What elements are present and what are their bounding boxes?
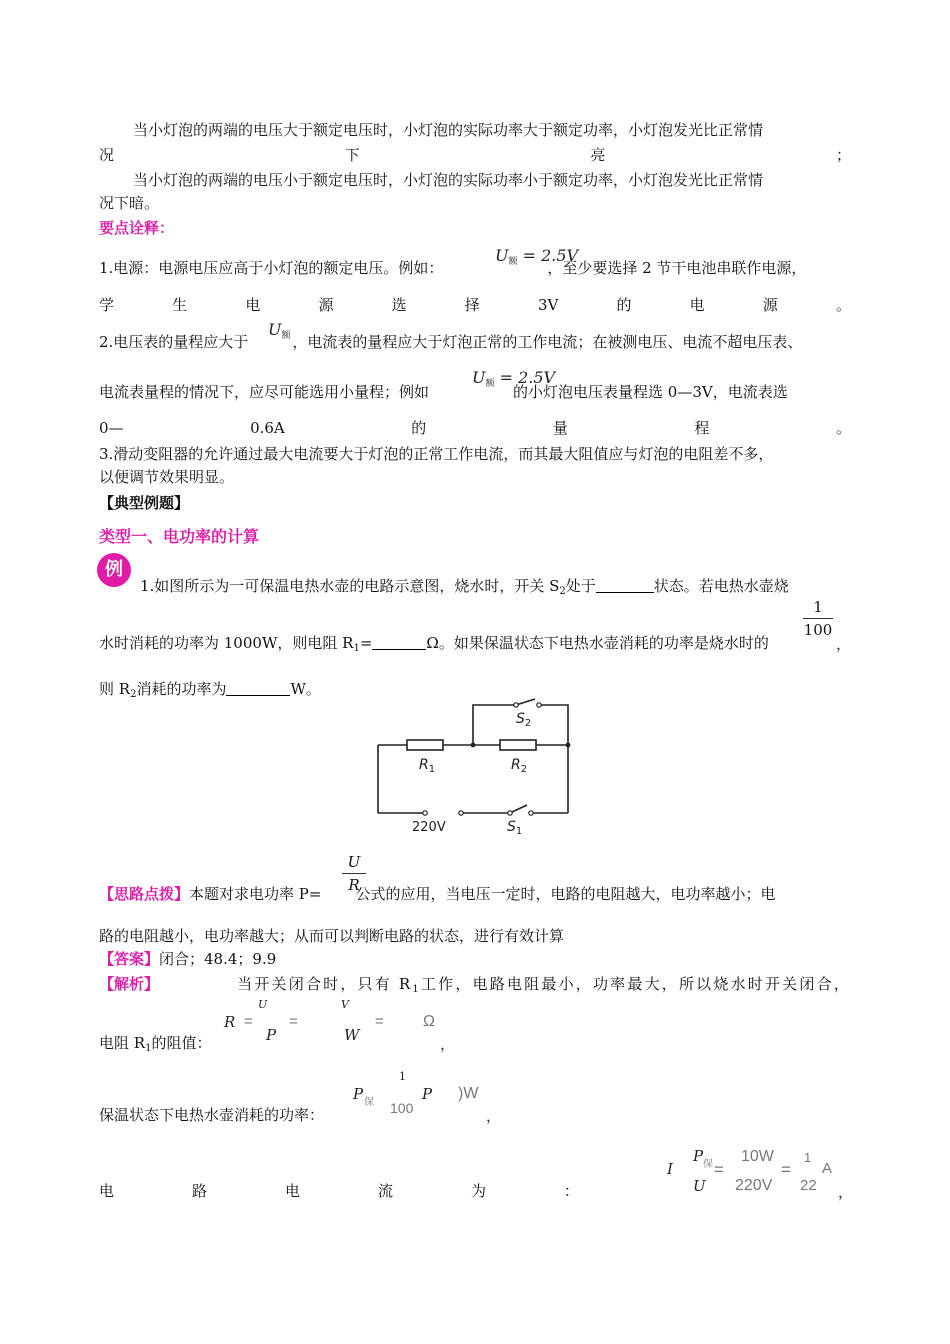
text: 1.电源：电源电压应高于小灯泡的额定电压。例如： bbox=[99, 259, 444, 277]
label-s2: $S_2$ bbox=[516, 711, 532, 729]
analysis-label: 【解析】 bbox=[99, 975, 160, 993]
f-u: U bbox=[258, 998, 268, 1011]
examples-heading: 【典型例题】 bbox=[99, 494, 190, 512]
subscript: 额 bbox=[508, 257, 518, 267]
text: 则 R bbox=[99, 680, 131, 698]
f-eq: = bbox=[244, 1013, 253, 1030]
answer-line bbox=[99, 949, 851, 969]
comma: ， bbox=[836, 635, 852, 653]
example-badge bbox=[97, 553, 131, 587]
f-num: 10W bbox=[741, 1148, 774, 1165]
word: 路 bbox=[191, 1182, 207, 1200]
text: = bbox=[359, 634, 373, 652]
word: 为 bbox=[470, 1182, 486, 1200]
f-a: A bbox=[822, 1160, 833, 1177]
text: 状态。若电热水壶烧 bbox=[653, 577, 789, 595]
text: 电阻 R bbox=[99, 1034, 146, 1052]
wire bbox=[473, 705, 516, 745]
value: = 2.5V bbox=[499, 368, 556, 387]
terminal bbox=[423, 811, 427, 815]
f-w: )W bbox=[458, 1085, 479, 1102]
key-point-2c bbox=[99, 418, 851, 438]
word: ； bbox=[835, 146, 851, 164]
f-one: 1 bbox=[804, 1150, 812, 1165]
text: 公式的应用，当电压一定时，电路的电阻越大，电功率越小；电 bbox=[355, 885, 776, 903]
word: 选 bbox=[391, 296, 407, 314]
f-p: P bbox=[693, 1147, 704, 1165]
text: 当开关闭合时，只有 $R_1$工作，电路电阻最小，功率最大，所以烧水时开关闭合， bbox=[237, 975, 851, 995]
text: 2.电压表的量程应大于 bbox=[99, 333, 249, 351]
key-point-3a: 3.滑动变阻器的允许通过最大电流要大于灯泡的正常工作电流，而其最大阻值应与灯泡的电阻差不多， bbox=[99, 445, 774, 463]
para1-line2 bbox=[99, 145, 851, 165]
key-point-1b bbox=[99, 295, 851, 315]
text: ，至少要选择 2 节干电池串联作电源， bbox=[547, 259, 807, 277]
label-r2: $R_2$ bbox=[511, 757, 528, 775]
word: 的 bbox=[411, 419, 427, 437]
word: 程 bbox=[694, 419, 710, 437]
f-w: W bbox=[344, 1026, 360, 1044]
word: 0— bbox=[99, 419, 124, 437]
text: 的阻值： bbox=[151, 1034, 212, 1052]
text: 处于 bbox=[565, 577, 596, 595]
word: 下 bbox=[344, 146, 360, 164]
label-voltage: 220V bbox=[412, 820, 446, 835]
word: ： bbox=[563, 1182, 579, 1200]
f-p: P bbox=[422, 1085, 433, 1103]
para1-line1: 当小灯泡的两端的电压大于额定电压时，小灯泡的实际功率大于额定功率，小灯泡发光比正常情 bbox=[133, 121, 764, 139]
word: 学 bbox=[99, 296, 115, 314]
f-22: 22 bbox=[800, 1177, 817, 1194]
denominator: R bbox=[348, 876, 360, 894]
hint-label: 【思路点拨】 bbox=[99, 885, 190, 903]
label-s1: $S_1$ bbox=[507, 819, 523, 837]
f-den: 220V bbox=[735, 1177, 773, 1194]
f-r: R bbox=[224, 1013, 236, 1031]
symbol: U bbox=[268, 320, 282, 339]
word: 电 bbox=[245, 296, 261, 314]
terminal bbox=[529, 811, 533, 815]
word: 源 bbox=[318, 296, 334, 314]
key-point-3b: 以便调节效果明显。 bbox=[99, 468, 235, 486]
word: 的 bbox=[616, 296, 632, 314]
fraction-1-100 bbox=[803, 598, 833, 639]
resistor-r2 bbox=[500, 740, 536, 750]
text: W。 bbox=[290, 680, 321, 698]
fraction-bar bbox=[803, 618, 833, 619]
wire bbox=[539, 705, 568, 745]
text: 的小灯泡电压表量程选 0—3V，电流表选 bbox=[513, 383, 788, 401]
word: 0.6A bbox=[250, 419, 285, 437]
text: 水时消耗的功率为 1000W，则电阻 R bbox=[99, 634, 354, 652]
subscript: 额 bbox=[281, 331, 291, 341]
f-eq: = bbox=[781, 1160, 791, 1179]
hint-fraction bbox=[342, 853, 366, 894]
f-hundred: 100 bbox=[390, 1100, 414, 1116]
junction bbox=[471, 743, 476, 748]
answer-blank-3[interactable] bbox=[226, 681, 290, 696]
analysis-line2 bbox=[99, 1033, 851, 1059]
f-eq: = bbox=[289, 1013, 298, 1030]
subscript: 2 bbox=[130, 689, 137, 700]
word: 电 bbox=[689, 296, 705, 314]
word: 源 bbox=[762, 296, 778, 314]
symbol: U bbox=[495, 246, 509, 265]
f-one: 1 bbox=[399, 1070, 406, 1083]
f-eq: = bbox=[714, 1160, 724, 1179]
answer-blank-2[interactable] bbox=[372, 635, 426, 650]
key-points-heading: 要点诠释： bbox=[99, 219, 175, 237]
text: Ω。如果保温状态下电热水壶消耗的功率是烧水时的 bbox=[426, 634, 769, 652]
f-comma: ， bbox=[440, 1035, 456, 1053]
word: 。 bbox=[835, 296, 851, 314]
f-p: P bbox=[266, 1026, 277, 1044]
denominator: 100 bbox=[803, 621, 833, 639]
answer-label: 【答案】 bbox=[99, 950, 160, 968]
terminal bbox=[459, 811, 463, 815]
subscript: 2 bbox=[559, 586, 566, 597]
question-line1 bbox=[140, 576, 851, 602]
f-comma: ， bbox=[838, 1183, 854, 1201]
key-point-2a bbox=[99, 332, 851, 352]
word: 量 bbox=[552, 419, 568, 437]
f-ohm: Ω bbox=[423, 1013, 435, 1030]
answer-text: 闭合；48.4；9.9 bbox=[159, 950, 277, 968]
analysis-line3: 保温状态下电热水壶消耗的功率： bbox=[99, 1106, 325, 1124]
junction bbox=[566, 743, 571, 748]
terminal bbox=[537, 703, 541, 707]
word: 况 bbox=[99, 146, 115, 164]
key-point-1a bbox=[99, 258, 851, 278]
f-p: P bbox=[353, 1085, 364, 1103]
f-sub: 保 bbox=[364, 1097, 374, 1108]
word: 流 bbox=[377, 1182, 393, 1200]
text: 1.如图所示为一可保温电热水壶的电路示意图，烧水时，开关 S bbox=[140, 577, 560, 595]
switch-s2-blade bbox=[516, 699, 535, 705]
symbol: U bbox=[472, 368, 486, 387]
text: 本题对求电功率 P= bbox=[189, 885, 322, 903]
word: 3V bbox=[537, 296, 559, 314]
terminal bbox=[508, 811, 512, 815]
u-rated-formula-2 bbox=[268, 320, 291, 341]
numerator: U bbox=[347, 853, 361, 871]
word: 。 bbox=[835, 419, 851, 437]
question-line2 bbox=[99, 633, 851, 659]
resistor-r1 bbox=[407, 740, 443, 750]
analysis-line1 bbox=[99, 974, 851, 1000]
switch-s1-blade bbox=[510, 805, 527, 813]
u-rated-formula-1 bbox=[495, 246, 578, 267]
value: = 2.5V bbox=[522, 246, 579, 265]
f-sub: 保 bbox=[703, 1159, 713, 1170]
hint-line2: 路的电阻越小，电功率越大；从而可以判断电路的状态，进行有效计算 bbox=[99, 927, 565, 945]
badge-label: 例 bbox=[105, 559, 123, 580]
f-u: U bbox=[693, 1177, 706, 1195]
numerator: 1 bbox=[813, 598, 823, 616]
word: 生 bbox=[172, 296, 188, 314]
word: 电 bbox=[99, 1182, 115, 1200]
label-r1: $R_1$ bbox=[419, 757, 436, 775]
subscript: 1 bbox=[145, 1043, 152, 1054]
para1-line4: 况下暗。 bbox=[99, 194, 160, 212]
para1-line3: 当小灯泡的两端的电压小于额定电压时，小灯泡的实际功率小于额定功率，小灯泡发光比正常情 bbox=[133, 171, 764, 189]
text: 电流表量程的情况下，应尽可能选用小量程；例如 bbox=[99, 383, 430, 401]
subscript: 额 bbox=[485, 379, 495, 389]
text: ，电流表的量程应大于灯泡正常的工作电流；在被测电压、电流不超电压表、 bbox=[292, 333, 803, 351]
f-comma: ， bbox=[486, 1107, 502, 1125]
hint-line1 bbox=[99, 884, 851, 904]
fraction-bar bbox=[342, 873, 366, 874]
word: 电 bbox=[284, 1182, 300, 1200]
analysis-line4 bbox=[99, 1181, 579, 1201]
answer-blank-1[interactable] bbox=[596, 578, 654, 593]
f-i: I bbox=[667, 1160, 673, 1178]
u-rated-formula-3 bbox=[472, 368, 555, 389]
circuit-diagram bbox=[370, 697, 580, 839]
f-eq: = bbox=[375, 1013, 384, 1030]
word: 择 bbox=[464, 296, 480, 314]
f-v: V bbox=[341, 998, 349, 1011]
text: 消耗的功率为 bbox=[136, 680, 227, 698]
word: 亮 bbox=[590, 146, 606, 164]
subscript: 1 bbox=[353, 643, 360, 654]
type1-heading: 类型一、电功率的计算 bbox=[99, 527, 260, 546]
terminal bbox=[514, 703, 518, 707]
